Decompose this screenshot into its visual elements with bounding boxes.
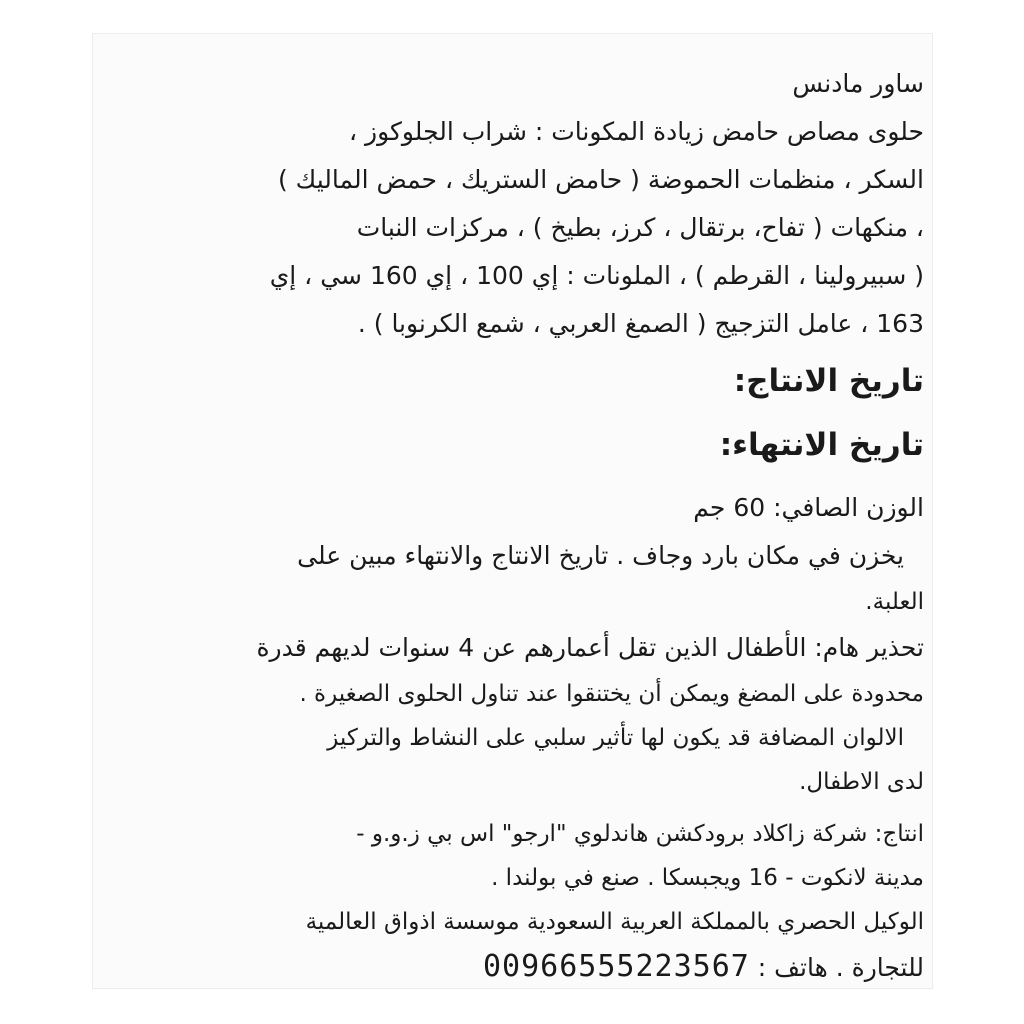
ingredients-line-2: السكر ، منظمات الحموضة ( حامض الستريك ، حمض الماليك ) (277, 165, 924, 194)
warning-line-2: محدودة على المضغ ويمكن أن يختنقوا عند تناول الحلوى الصغيرة . (299, 681, 924, 707)
agent-line-1: الوكيل الحصري بالمملكة العربية السعودية موسسة اذواق العالمية (305, 909, 924, 935)
production-date-label: تاريخ الانتاج: (733, 363, 924, 399)
expiry-date-label: تاريخ الانتهاء: (719, 427, 924, 463)
producer-line-1: انتاج: شركة زاكلاد برودكشن هاندلوي "ارجو" اس بي ز.و.و - (356, 821, 924, 847)
ingredients-line-5: 163 ، عامل التزجيج ( الصمغ العربي ، شمع الكرنوبا ) . (357, 309, 924, 338)
colors-warning-line-2: لدى الاطفال. (799, 769, 924, 795)
ingredients-line-4: ( سبيرولينا ، القرطم ) ، الملونات : إي 100 ، إي 160 سي ، إي (269, 261, 924, 290)
storage-line-2: العلبة. (865, 589, 924, 615)
producer-line-2: مدينة لانكوت - 16 ويجبسكا . صنع في بولندا . (491, 865, 924, 891)
product-name: ساور مادنس (792, 69, 924, 98)
colors-warning-line-1: الالوان المضافة قد يكون لها تأثير سلبي على النشاط والتركيز (327, 725, 904, 751)
ingredients-line-1: حلوى مصاص حامض زيادة المكونات : شراب الجلوكوز ، (348, 117, 924, 146)
phone-label: للتجارة . هاتف : (757, 953, 924, 982)
ingredients-line-3: ، منكهات ( تفاح، برتقال ، كرز، بطيخ ) ، مركزات النبات (356, 213, 924, 242)
net-weight: الوزن الصافي: 60 جم (693, 493, 924, 522)
label-text-block (118, 60, 924, 991)
agent-line-2 (118, 944, 924, 991)
warning-line-1: تحذير هام: الأطفال الذين تقل أعمارهم عن 4 سنوات لديهم قدرة (256, 633, 924, 662)
storage-line-1: يخزن في مكان بارد وجاف . تاريخ الانتاج والانتهاء مبين على (297, 541, 904, 570)
phone-number: 00966555223567 (482, 949, 750, 984)
